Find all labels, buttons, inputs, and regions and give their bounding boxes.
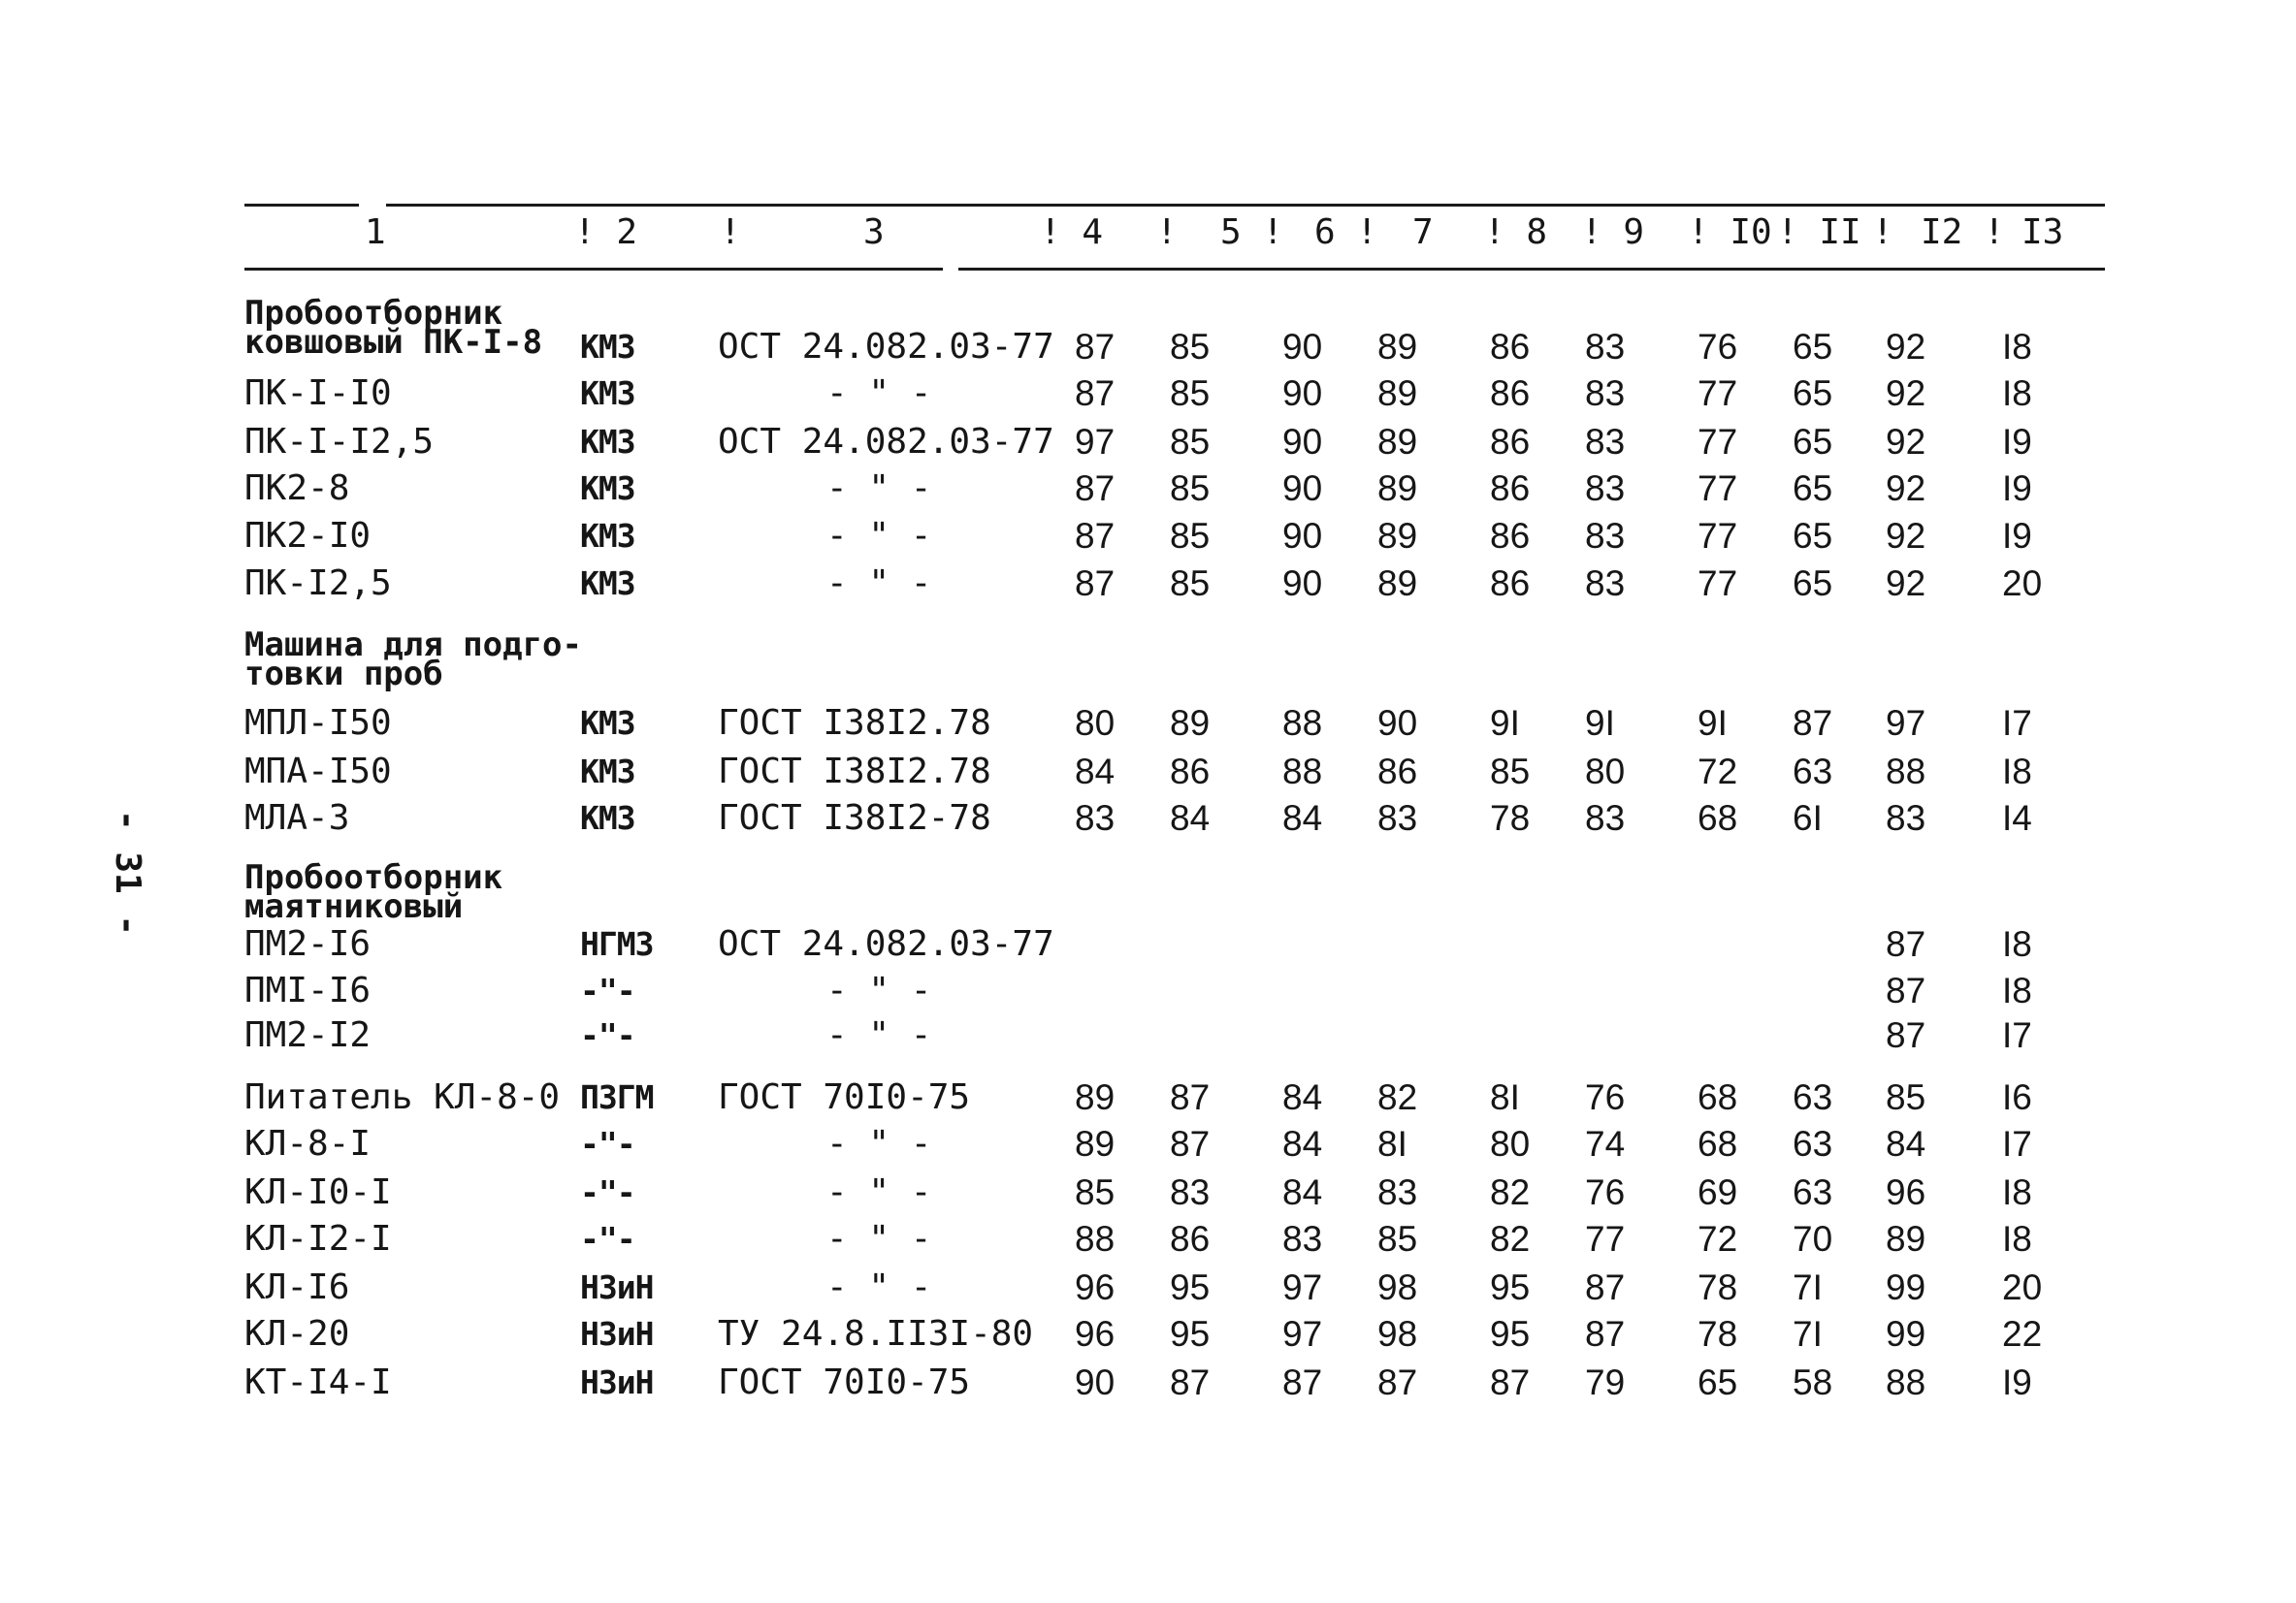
cell-mfr: КМЗ [580,517,635,555]
cell-c9: 83 [1585,422,1626,462]
cell-doc: - " - [826,1172,932,1212]
cell-c11: 63 [1793,752,1833,791]
cell-c9: 9I [1585,703,1615,743]
cell-c12: 89 [1886,1219,1926,1259]
cell-c11: 63 [1793,1172,1833,1212]
cell-mfr: -"- [580,1016,635,1054]
cell-c10: 68 [1698,798,1738,838]
cell-c4: 96 [1075,1267,1116,1307]
cell-c8: 9I [1490,703,1520,743]
cell-name: ПК2-I0 [244,516,372,556]
cell-c13: 20 [2002,1267,2043,1307]
cell-c12: 92 [1886,468,1926,508]
cell-c4: 80 [1075,703,1116,743]
cell-mfr: ПЗГМ [580,1078,654,1116]
cell-c7: 86 [1377,752,1418,791]
cell-c4: 87 [1075,563,1116,603]
cell-doc: - " - [826,971,932,1010]
cell-name: ПК2-8 [244,468,350,508]
cell-c8: 82 [1490,1219,1531,1259]
cell-c12: 92 [1886,422,1926,462]
cell-c5: 95 [1170,1267,1211,1307]
cell-c12: 92 [1886,516,1926,556]
header-cell-11: ! 9 [1581,212,1645,252]
cell-c12: 84 [1886,1124,1926,1164]
cell-mfr: КМЗ [580,423,635,461]
cell-c4: 89 [1075,1077,1116,1117]
cell-c4: 87 [1075,468,1116,508]
cell-mfr: НЗиН [580,1315,654,1353]
header-cell-6: ! [1156,212,1178,252]
cell-c9: 83 [1585,373,1626,413]
cell-c7: 87 [1377,1363,1418,1402]
header-cell-1: 1 [365,212,386,252]
cell-c12: 92 [1886,563,1926,603]
cell-mfr: КМЗ [580,799,635,837]
cell-c13: I7 [2002,1015,2032,1055]
cell-name: Питатель КЛ-8-0 [244,1077,561,1117]
cell-doc: ГОСТ I38I2.78 [718,752,991,791]
cell-c4: 90 [1075,1363,1116,1402]
cell-c6: 87 [1282,1363,1323,1402]
cell-c11: 63 [1793,1077,1833,1117]
cell-doc: - " - [826,1015,932,1055]
cell-c5: 85 [1170,516,1211,556]
header-bottom-rule-right [958,268,2105,271]
cell-c9: 76 [1585,1172,1626,1212]
cell-c10: 69 [1698,1172,1738,1212]
cell-c12: 92 [1886,373,1926,413]
cell-c6: 84 [1282,1124,1323,1164]
cell-c11: 65 [1793,563,1833,603]
cell-c10: 78 [1698,1267,1738,1307]
cell-c9: 83 [1585,327,1626,367]
cell-c10: 65 [1698,1363,1738,1402]
cell-name: МПА-I50 [244,752,392,791]
cell-c13: I8 [2002,752,2032,791]
cell-c5: 85 [1170,373,1211,413]
cell-c7: 89 [1377,422,1418,462]
cell-c6: 84 [1282,1077,1323,1117]
cell-c9: 83 [1585,563,1626,603]
cell-c11: 58 [1793,1363,1833,1402]
cell-c8: 78 [1490,798,1531,838]
cell-c6: 97 [1282,1314,1323,1354]
header-cell-9: 7 [1412,212,1434,252]
cell-c8: 87 [1490,1363,1531,1402]
cell-doc: - " - [826,468,932,508]
cell-c13: I8 [2002,1172,2032,1212]
group-title-pendulum-sampler: Пробоотборник маятниковый [244,858,503,926]
cell-name: КЛ-I0-I [244,1172,392,1212]
cell-doc: ГОСТ I38I2.78 [718,703,991,743]
header-cell-10: ! 8 [1484,212,1548,252]
cell-c6: 84 [1282,798,1323,838]
cell-c6: 90 [1282,422,1323,462]
cell-c13: 20 [2002,563,2043,603]
cell-c5: 85 [1170,327,1211,367]
cell-c8: 95 [1490,1267,1531,1307]
header-top-rule-right [386,204,2105,207]
cell-c12: 87 [1886,924,1926,964]
cell-c9: 83 [1585,468,1626,508]
header-cell-8: 6 ! [1314,212,1378,252]
cell-name: КЛ-20 [244,1314,350,1354]
cell-c11: 87 [1793,703,1833,743]
cell-doc: ОСТ 24.082.03-77 [718,422,1054,462]
cell-c6: 90 [1282,516,1323,556]
cell-c6: 90 [1282,327,1323,367]
cell-c4: 97 [1075,422,1116,462]
cell-c11: 7I [1793,1314,1823,1354]
cell-doc: ГОСТ 70I0-75 [718,1363,971,1402]
cell-c5: 83 [1170,1172,1211,1212]
cell-c6: 88 [1282,703,1323,743]
cell-mfr: НЗиН [580,1268,654,1306]
cell-c5: 87 [1170,1124,1211,1164]
cell-c13: 22 [2002,1314,2043,1354]
header-cell-12: ! I0 [1688,212,1772,252]
cell-c9: 87 [1585,1314,1626,1354]
header-top-rule-left [244,204,359,207]
cell-c9: 83 [1585,798,1626,838]
cell-c8: 8I [1490,1077,1520,1117]
cell-mfr: КМЗ [580,704,635,742]
cell-c12: 88 [1886,1363,1926,1402]
cell-c11: 65 [1793,327,1833,367]
cell-c13: I6 [2002,1077,2032,1117]
cell-mfr: НГМЗ [580,925,654,963]
cell-c10: 68 [1698,1124,1738,1164]
cell-doc: - " - [826,373,932,413]
cell-c12: 85 [1886,1077,1926,1117]
cell-c9: 74 [1585,1124,1626,1164]
cell-c7: 89 [1377,373,1418,413]
cell-doc: ОСТ 24.082.03-77 [718,327,1054,367]
cell-c10: 68 [1698,1077,1738,1117]
cell-name: КЛ-I2-I [244,1219,392,1259]
cell-c4: 88 [1075,1219,1116,1259]
cell-c13: I8 [2002,327,2032,367]
cell-c6: 90 [1282,468,1323,508]
cell-c7: 89 [1377,516,1418,556]
cell-c13: I9 [2002,468,2032,508]
cell-name: КЛ-8-I [244,1124,372,1164]
cell-c6: 90 [1282,373,1323,413]
cell-mfr: КМЗ [580,753,635,790]
cell-c8: 86 [1490,563,1531,603]
header-cell-16: I3 [2021,212,2064,252]
cell-c10: 77 [1698,468,1738,508]
cell-c4: 87 [1075,373,1116,413]
page-number: - 31 - [108,810,147,937]
cell-c8: 86 [1490,516,1531,556]
cell-c12: 99 [1886,1267,1926,1307]
cell-c9: 79 [1585,1363,1626,1402]
cell-c4: 96 [1075,1314,1116,1354]
cell-c10: 78 [1698,1314,1738,1354]
cell-c10: 72 [1698,752,1738,791]
cell-c13: I4 [2002,798,2032,838]
cell-mfr: -"- [580,1173,635,1211]
cell-c5: 84 [1170,798,1211,838]
header-cell-3: ! [720,212,741,252]
cell-c7: 83 [1377,1172,1418,1212]
group-title-ladle-sampler: Пробоотборник ковшовый ПК-I-8 [244,294,543,362]
cell-name: ПК-I-I0 [244,373,392,413]
cell-c12: 87 [1886,971,1926,1010]
cell-c7: 83 [1377,798,1418,838]
cell-c10: 77 [1698,516,1738,556]
cell-c9: 76 [1585,1077,1626,1117]
cell-c13: I9 [2002,1363,2032,1402]
cell-c12: 96 [1886,1172,1926,1212]
cell-name: ПМ2-I2 [244,1015,372,1055]
cell-c13: I8 [2002,924,2032,964]
cell-doc: ГОСТ 70I0-75 [718,1077,971,1117]
cell-c12: 88 [1886,752,1926,791]
cell-c5: 89 [1170,703,1211,743]
cell-c7: 82 [1377,1077,1418,1117]
cell-c8: 82 [1490,1172,1531,1212]
cell-c11: 65 [1793,468,1833,508]
cell-c4: 85 [1075,1172,1116,1212]
cell-doc: - " - [826,1267,932,1307]
cell-mfr: НЗиН [580,1363,654,1401]
cell-c13: I7 [2002,1124,2032,1164]
cell-mfr: -"- [580,972,635,1010]
cell-c10: 77 [1698,422,1738,462]
cell-doc: ОСТ 24.082.03-77 [718,924,1054,964]
cell-c6: 97 [1282,1267,1323,1307]
cell-c12: 92 [1886,327,1926,367]
header-bottom-rule-left [244,268,943,271]
cell-c13: I7 [2002,703,2032,743]
cell-c8: 86 [1490,422,1531,462]
cell-c5: 85 [1170,563,1211,603]
cell-c6: 90 [1282,563,1323,603]
cell-doc: ГОСТ I38I2-78 [718,798,991,838]
cell-c10: 77 [1698,563,1738,603]
group-title-sample-prep-machine: Машина для подго- товки проб [244,625,582,693]
cell-c4: 84 [1075,752,1116,791]
cell-c7: 98 [1377,1314,1418,1354]
cell-doc: - " - [826,1124,932,1164]
cell-c13: I8 [2002,971,2032,1010]
cell-c11: 6I [1793,798,1823,838]
cell-c9: 80 [1585,752,1626,791]
cell-c11: 7I [1793,1267,1823,1307]
cell-doc: - " - [826,563,932,603]
header-cell-13: ! II [1777,212,1861,252]
cell-name: ПМI-I6 [244,971,372,1010]
cell-c8: 86 [1490,327,1531,367]
cell-name: ПМ2-I6 [244,924,372,964]
cell-c12: 87 [1886,1015,1926,1055]
cell-doc: - " - [826,516,932,556]
cell-c4: 87 [1075,516,1116,556]
cell-name: ПК-I-I2,5 [244,422,435,462]
cell-c13: I8 [2002,1219,2032,1259]
cell-c4: 83 [1075,798,1116,838]
cell-c12: 83 [1886,798,1926,838]
cell-c7: 90 [1377,703,1418,743]
cell-c7: 8I [1377,1124,1407,1164]
header-cell-5: ! 4 [1040,212,1104,252]
cell-c7: 89 [1377,563,1418,603]
cell-c7: 85 [1377,1219,1418,1259]
cell-c4: 89 [1075,1124,1116,1164]
cell-mfr: КМЗ [580,469,635,507]
cell-c8: 80 [1490,1124,1531,1164]
header-cell-2: ! 2 [574,212,638,252]
header-cell-14: ! [1872,212,1893,252]
cell-c9: 77 [1585,1219,1626,1259]
cell-c6: 84 [1282,1172,1323,1212]
cell-name: МЛА-3 [244,798,350,838]
cell-name: КТ-I4-I [244,1363,392,1402]
cell-c8: 86 [1490,373,1531,413]
cell-mfr: КМЗ [580,564,635,602]
cell-c10: 9I [1698,703,1728,743]
cell-c8: 86 [1490,468,1531,508]
cell-c9: 87 [1585,1267,1626,1307]
cell-c12: 97 [1886,703,1926,743]
cell-c6: 83 [1282,1219,1323,1259]
cell-c9: 83 [1585,516,1626,556]
cell-c7: 89 [1377,327,1418,367]
cell-c5: 87 [1170,1077,1211,1117]
cell-mfr: КМЗ [580,328,635,366]
cell-c5: 85 [1170,468,1211,508]
cell-c4: 87 [1075,327,1116,367]
cell-c10: 77 [1698,373,1738,413]
header-cell-15: I2 ! [1921,212,2005,252]
cell-doc: ТУ 24.8.II3I-80 [718,1314,1034,1354]
header-cell-7: 5 ! [1220,212,1284,252]
cell-c5: 87 [1170,1363,1211,1402]
cell-c13: I8 [2002,373,2032,413]
cell-c12: 99 [1886,1314,1926,1354]
cell-c8: 95 [1490,1314,1531,1354]
cell-c8: 85 [1490,752,1531,791]
cell-c5: 95 [1170,1314,1211,1354]
header-cell-4: 3 [863,212,885,252]
cell-c6: 88 [1282,752,1323,791]
cell-mfr: КМЗ [580,374,635,412]
cell-c11: 70 [1793,1219,1833,1259]
cell-c5: 85 [1170,422,1211,462]
cell-name: МПЛ-I50 [244,703,392,743]
cell-c13: I9 [2002,516,2032,556]
cell-mfr: -"- [580,1220,635,1258]
cell-c5: 86 [1170,1219,1211,1259]
cell-c7: 98 [1377,1267,1418,1307]
cell-c13: I9 [2002,422,2032,462]
cell-c11: 63 [1793,1124,1833,1164]
cell-name: КЛ-I6 [244,1267,350,1307]
cell-doc: - " - [826,1219,932,1259]
cell-c11: 65 [1793,516,1833,556]
cell-c10: 76 [1698,327,1738,367]
cell-c11: 65 [1793,373,1833,413]
cell-name: ПК-I2,5 [244,563,392,603]
cell-c10: 72 [1698,1219,1738,1259]
cell-c7: 89 [1377,468,1418,508]
cell-mfr: -"- [580,1125,635,1163]
cell-c11: 65 [1793,422,1833,462]
cell-c5: 86 [1170,752,1211,791]
